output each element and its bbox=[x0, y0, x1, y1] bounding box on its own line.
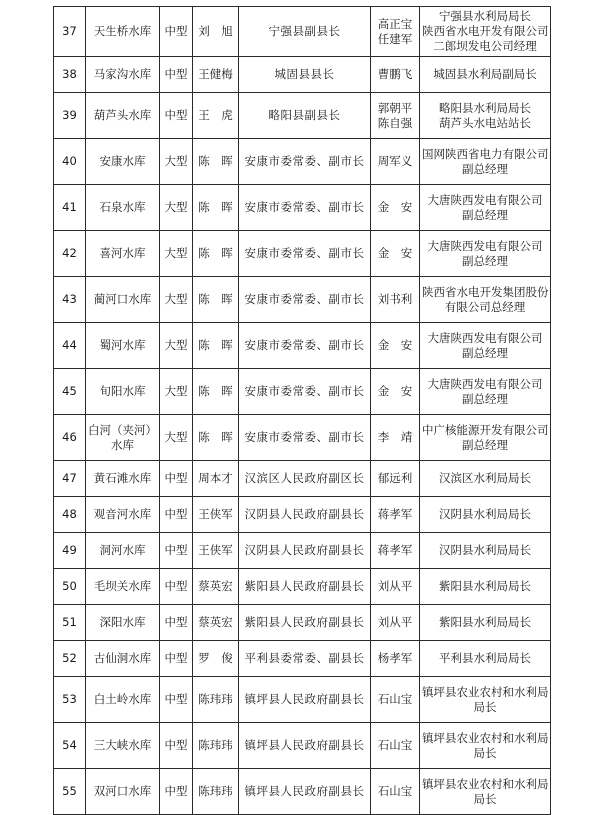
table-row bbox=[54, 277, 551, 323]
row-number: 46 bbox=[54, 415, 86, 461]
row-number: 55 bbox=[54, 769, 86, 815]
table-row bbox=[54, 605, 551, 641]
leader-post: 安康市委常委、副市长 bbox=[239, 415, 371, 461]
manager-duty-line: 大唐陕西发电有限公司 bbox=[427, 330, 543, 345]
technical-manager-line: 石山宝 bbox=[377, 784, 413, 798]
row-number: 45 bbox=[54, 369, 86, 415]
admin-leader: 陈 晖 bbox=[193, 185, 239, 231]
technical-manager bbox=[371, 93, 420, 139]
leader-post: 镇坪县人民政府副县长 bbox=[239, 677, 371, 723]
manager-duty-line: 局长 bbox=[473, 791, 497, 806]
row-number: 44 bbox=[54, 323, 86, 369]
manager-duty bbox=[420, 723, 551, 769]
manager-duty-line: 中广核能源开发有限公司 bbox=[422, 422, 549, 437]
reservoir-name: 葫芦头水库 bbox=[86, 93, 160, 139]
leader-post: 镇坪县人民政府副县长 bbox=[239, 769, 371, 815]
table-row bbox=[54, 769, 551, 815]
admin-leader: 陈 晖 bbox=[193, 323, 239, 369]
row-number: 51 bbox=[54, 605, 86, 641]
admin-leader: 蔡英宏 bbox=[193, 569, 239, 605]
technical-manager-line: 郭朝平 bbox=[377, 100, 413, 115]
technical-manager bbox=[371, 323, 420, 369]
admin-leader: 陈玮玮 bbox=[193, 769, 239, 815]
technical-manager bbox=[371, 231, 420, 277]
technical-manager-line: 刘书利 bbox=[377, 292, 413, 306]
manager-duty-line: 大唐陕西发电有限公司 bbox=[427, 192, 543, 207]
reservoir-name: 黄石滩水库 bbox=[86, 461, 160, 497]
reservoir-type: 中型 bbox=[160, 93, 193, 139]
manager-duty bbox=[420, 231, 551, 277]
technical-manager-line: 陈自强 bbox=[377, 115, 413, 130]
leader-post: 汉阴县人民政府副县长 bbox=[239, 533, 371, 569]
manager-duty-line: 副总经理 bbox=[462, 437, 508, 452]
technical-manager bbox=[371, 461, 420, 497]
manager-duty-line: 汉阴县水利局局长 bbox=[439, 543, 531, 557]
reservoir-type: 中型 bbox=[160, 569, 193, 605]
technical-manager bbox=[371, 277, 420, 323]
leader-post: 安康市委常委、副市长 bbox=[239, 139, 371, 185]
reservoir-name: 古仙洞水库 bbox=[86, 641, 160, 677]
reservoir-type: 中型 bbox=[160, 533, 193, 569]
admin-leader: 王健梅 bbox=[193, 57, 239, 93]
row-number: 54 bbox=[54, 723, 86, 769]
technical-manager bbox=[371, 57, 420, 93]
reservoir-name: 三大峡水库 bbox=[86, 723, 160, 769]
row-number: 50 bbox=[54, 569, 86, 605]
reservoir-name: 洞河水库 bbox=[86, 533, 160, 569]
leader-post: 平利县委常委、副县长 bbox=[239, 641, 371, 677]
technical-manager-line: 石山宝 bbox=[377, 692, 413, 706]
technical-manager bbox=[371, 641, 420, 677]
reservoir-name: 安康水库 bbox=[86, 139, 160, 185]
admin-leader: 刘 旭 bbox=[193, 7, 239, 57]
reservoir-name: 白土岭水库 bbox=[86, 677, 160, 723]
technical-manager-line: 金 安 bbox=[377, 200, 413, 214]
reservoir-name: 马家沟水库 bbox=[86, 57, 160, 93]
table-row bbox=[54, 369, 551, 415]
row-number: 41 bbox=[54, 185, 86, 231]
manager-duty bbox=[420, 533, 551, 569]
reservoir-responsibility-table bbox=[53, 6, 551, 815]
table-row bbox=[54, 641, 551, 677]
reservoir-type: 大型 bbox=[160, 369, 193, 415]
reservoir-type: 中型 bbox=[160, 497, 193, 533]
manager-duty bbox=[420, 57, 551, 93]
manager-duty bbox=[420, 677, 551, 723]
reservoir-name: 旬阳水库 bbox=[86, 369, 160, 415]
reservoir-name: 蜀河水库 bbox=[86, 323, 160, 369]
technical-manager bbox=[371, 369, 420, 415]
technical-manager-line: 刘从平 bbox=[377, 615, 413, 629]
manager-duty bbox=[420, 769, 551, 815]
manager-duty-line: 副总经理 bbox=[462, 161, 508, 176]
reservoir-type: 大型 bbox=[160, 139, 193, 185]
technical-manager-line: 任建军 bbox=[377, 31, 413, 46]
leader-post: 城固县县长 bbox=[239, 57, 371, 93]
technical-manager bbox=[371, 139, 420, 185]
table-row bbox=[54, 57, 551, 93]
admin-leader: 陈 晖 bbox=[193, 231, 239, 277]
technical-manager-line: 周军义 bbox=[377, 154, 413, 168]
manager-duty bbox=[420, 569, 551, 605]
leader-post: 安康市委常委、副市长 bbox=[239, 231, 371, 277]
table-row bbox=[54, 139, 551, 185]
manager-duty-line: 葫芦头水电站站长 bbox=[439, 115, 531, 130]
admin-leader: 王 虎 bbox=[193, 93, 239, 139]
admin-leader: 蔡英宏 bbox=[193, 605, 239, 641]
technical-manager bbox=[371, 497, 420, 533]
row-number: 37 bbox=[54, 7, 86, 57]
manager-duty bbox=[420, 369, 551, 415]
manager-duty-line: 局长 bbox=[473, 699, 497, 714]
technical-manager-line: 蒋孝军 bbox=[377, 507, 413, 521]
technical-manager-line: 杨孝军 bbox=[377, 651, 413, 665]
manager-duty bbox=[420, 93, 551, 139]
row-number: 49 bbox=[54, 533, 86, 569]
reservoir-name: 观音河水库 bbox=[86, 497, 160, 533]
manager-duty bbox=[420, 7, 551, 57]
table-row bbox=[54, 533, 551, 569]
technical-manager-line: 郁远利 bbox=[377, 471, 413, 485]
leader-post: 安康市委常委、副市长 bbox=[239, 185, 371, 231]
manager-duty bbox=[420, 415, 551, 461]
reservoir-type: 中型 bbox=[160, 57, 193, 93]
manager-duty-line: 镇坪县农业农村和水利局 bbox=[422, 730, 549, 745]
admin-leader: 陈 晖 bbox=[193, 277, 239, 323]
table-row bbox=[54, 185, 551, 231]
manager-duty bbox=[420, 497, 551, 533]
reservoir-name: 石泉水库 bbox=[86, 185, 160, 231]
table-row bbox=[54, 231, 551, 277]
reservoir-type: 中型 bbox=[160, 723, 193, 769]
manager-duty-line: 陕西省水电开发集团股份 bbox=[422, 284, 549, 299]
admin-leader: 陈 晖 bbox=[193, 415, 239, 461]
manager-duty-line: 汉阴县水利局局长 bbox=[439, 507, 531, 521]
leader-post: 汉阴县人民政府副县长 bbox=[239, 497, 371, 533]
reservoir-type: 中型 bbox=[160, 7, 193, 57]
manager-duty-line: 国网陕西省电力有限公司 bbox=[422, 146, 549, 161]
table-row bbox=[54, 93, 551, 139]
manager-duty bbox=[420, 323, 551, 369]
technical-manager bbox=[371, 415, 420, 461]
leader-post: 紫阳县人民政府副县长 bbox=[239, 569, 371, 605]
manager-duty-line: 二郎坝发电公司经理 bbox=[433, 39, 537, 53]
reservoir-type: 中型 bbox=[160, 677, 193, 723]
manager-duty-line: 平利县水利局局长 bbox=[439, 651, 531, 665]
admin-leader: 周本才 bbox=[193, 461, 239, 497]
manager-duty bbox=[420, 461, 551, 497]
leader-post: 安康市委常委、副市长 bbox=[239, 277, 371, 323]
reservoir-type: 中型 bbox=[160, 605, 193, 641]
admin-leader: 罗 俊 bbox=[193, 641, 239, 677]
reservoir-type: 大型 bbox=[160, 231, 193, 277]
technical-manager bbox=[371, 769, 420, 815]
admin-leader: 陈玮玮 bbox=[193, 723, 239, 769]
technical-manager bbox=[371, 677, 420, 723]
table-row bbox=[54, 497, 551, 533]
technical-manager-line: 金 安 bbox=[377, 384, 413, 398]
technical-manager bbox=[371, 533, 420, 569]
technical-manager-line: 石山宝 bbox=[377, 738, 413, 752]
technical-manager bbox=[371, 569, 420, 605]
row-number: 52 bbox=[54, 641, 86, 677]
reservoir-name: 天生桥水库 bbox=[86, 7, 160, 57]
row-number: 47 bbox=[54, 461, 86, 497]
row-number: 38 bbox=[54, 57, 86, 93]
manager-duty bbox=[420, 641, 551, 677]
manager-duty-line: 有限公司总经理 bbox=[444, 299, 526, 314]
reservoir-name: 深阳水库 bbox=[86, 605, 160, 641]
admin-leader: 陈 晖 bbox=[193, 369, 239, 415]
row-number: 40 bbox=[54, 139, 86, 185]
manager-duty bbox=[420, 277, 551, 323]
manager-duty-line: 副总经理 bbox=[462, 391, 508, 406]
manager-duty-line: 大唐陕西发电有限公司 bbox=[427, 238, 543, 253]
leader-post: 紫阳县人民政府副县长 bbox=[239, 605, 371, 641]
manager-duty-line: 大唐陕西发电有限公司 bbox=[427, 376, 543, 391]
manager-duty-line: 副总经理 bbox=[462, 253, 508, 268]
reservoir-type: 中型 bbox=[160, 641, 193, 677]
admin-leader: 王侠军 bbox=[193, 533, 239, 569]
reservoir-name: 双河口水库 bbox=[86, 769, 160, 815]
manager-duty bbox=[420, 185, 551, 231]
table-row bbox=[54, 723, 551, 769]
reservoir-name: 毛坝关水库 bbox=[86, 569, 160, 605]
manager-duty bbox=[420, 139, 551, 185]
manager-duty-line: 紫阳县水利局局长 bbox=[439, 579, 531, 593]
table-body bbox=[54, 7, 551, 815]
reservoir-name: 蔺河口水库 bbox=[86, 277, 160, 323]
manager-duty-line: 镇坪县农业农村和水利局 bbox=[422, 776, 549, 791]
manager-duty-line: 局长 bbox=[473, 745, 497, 760]
table-row bbox=[54, 677, 551, 723]
reservoir-type: 大型 bbox=[160, 185, 193, 231]
technical-manager-line: 金 安 bbox=[377, 246, 413, 260]
technical-manager-line: 蒋孝军 bbox=[377, 543, 413, 557]
row-number: 53 bbox=[54, 677, 86, 723]
manager-duty-line: 镇坪县农业农村和水利局 bbox=[422, 684, 549, 699]
technical-manager-line: 金 安 bbox=[377, 338, 413, 352]
table-row bbox=[54, 323, 551, 369]
table-row bbox=[54, 569, 551, 605]
table-row bbox=[54, 7, 551, 57]
manager-duty-line: 副总经理 bbox=[462, 207, 508, 222]
table-row bbox=[54, 415, 551, 461]
technical-manager bbox=[371, 723, 420, 769]
manager-duty-line: 副总经理 bbox=[462, 345, 508, 360]
reservoir-name: 喜河水库 bbox=[86, 231, 160, 277]
row-number: 39 bbox=[54, 93, 86, 139]
technical-manager bbox=[371, 185, 420, 231]
manager-duty-line: 陕西省水电开发有限公司 bbox=[422, 24, 549, 38]
leader-post: 安康市委常委、副市长 bbox=[239, 369, 371, 415]
admin-leader: 王侠军 bbox=[193, 497, 239, 533]
manager-duty-line: 略阳县水利局局长 bbox=[439, 100, 531, 115]
manager-duty-line: 紫阳县水利局局长 bbox=[439, 615, 531, 629]
technical-manager-line: 刘从平 bbox=[377, 579, 413, 593]
manager-duty bbox=[420, 605, 551, 641]
leader-post: 略阳县副县长 bbox=[239, 93, 371, 139]
reservoir-type: 中型 bbox=[160, 769, 193, 815]
row-number: 48 bbox=[54, 497, 86, 533]
reservoir-type: 大型 bbox=[160, 277, 193, 323]
reservoir-type: 大型 bbox=[160, 415, 193, 461]
leader-post: 汉滨区人民政府副区长 bbox=[239, 461, 371, 497]
manager-duty-line: 宁强县水利局局长 bbox=[439, 9, 531, 23]
admin-leader: 陈 晖 bbox=[193, 139, 239, 185]
reservoir-type: 中型 bbox=[160, 461, 193, 497]
row-number: 42 bbox=[54, 231, 86, 277]
technical-manager bbox=[371, 7, 420, 57]
row-number: 43 bbox=[54, 277, 86, 323]
technical-manager-line: 高正宝 bbox=[377, 16, 413, 31]
leader-post: 宁强县副县长 bbox=[239, 7, 371, 57]
leader-post: 镇坪县人民政府副县长 bbox=[239, 723, 371, 769]
reservoir-type: 大型 bbox=[160, 323, 193, 369]
table-row bbox=[54, 461, 551, 497]
technical-manager-line: 李 靖 bbox=[377, 430, 413, 444]
technical-manager bbox=[371, 605, 420, 641]
reservoir-name: 白河（夹河）水库 bbox=[86, 415, 160, 461]
technical-manager-line: 曹鹏飞 bbox=[377, 67, 413, 81]
manager-duty-line: 城固县水利局副局长 bbox=[433, 67, 537, 81]
admin-leader: 陈玮玮 bbox=[193, 677, 239, 723]
manager-duty-line: 汉滨区水利局局长 bbox=[439, 471, 531, 485]
leader-post: 安康市委常委、副市长 bbox=[239, 323, 371, 369]
